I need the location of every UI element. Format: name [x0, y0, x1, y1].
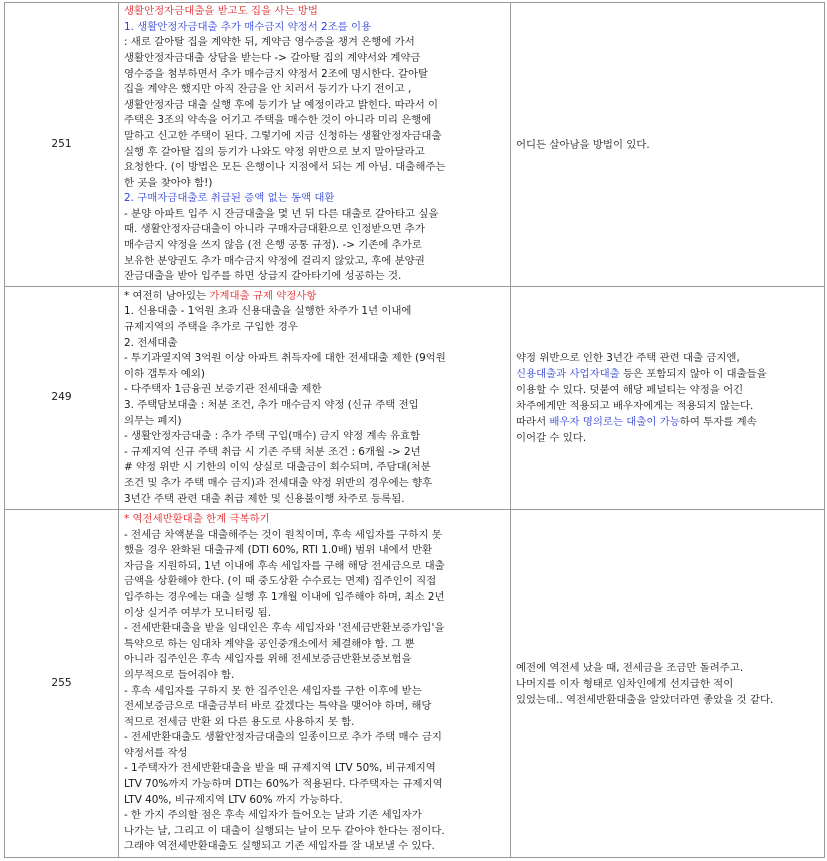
- table-row: [5, 3, 825, 287]
- text-run: 약정 위반으로 인한 3년간 주택 관련 대출 금지엔,: [516, 352, 740, 364]
- content-paragraph: [124, 512, 505, 528]
- red-highlight-text: 가계대출 규제 약정사항: [209, 289, 317, 302]
- content-paragraph: [124, 35, 505, 191]
- table-row: [5, 287, 825, 510]
- text-run: - 전세금 차액분을 대출해주는 것이 원칙이며, 후속 세입자를 구하지 못 했을 경우 완화된 대출규제 (DTI 60%, RTI 1.0배) 범위 내에서 반환 자금을 지원하되, 1년 이내에 후속 세입자를 구해 해당 전세금으로 대출 금액을 상환해야 한다. (이 때 중도상환 수수료는 면제) 집주인이 직접 입주하는 경우에는 대출 실행 후 1개월 이내에 입주해야 하며, 최소 2년 이상 실거주 여부가 모니터링 됨. - 전세반환대출을 받을 임대인은 후속 세입자와 '전세금반환보증가입'을 특약으로 하는 임대차 계약을 공인중개소에서 체결해야 함. 그 뿐 아니라 집주인은 후속 세입자를 위해 전세보증금반환보증보험을 의무적으로 들어줘야 함. - 후속 세입자를 구하지 못 한 집주인은 세입자를 구한 이후에 받는 전세보증금으로 대출금부터 바로 갚겠다는 특약을 맺어야 하며, 해당 적므로 전세금 반환 외 다른 용도로 사용하지 못 함. - 전세반환대출도 생활안정자금대출의 일종이므로 추가 주택 매수 금지 약정서를 작성 - 1주택자가 전세반환대출을 받을 때 규제지역 LTV 50%, 비규제지역 LTV 70%까지 가능하며 DTI는 60%가 적용된다. 다주택자는 규제지역 LTV 40%, 비규제지역 LTV 60% 까지 가능하다. - 한 가지 주의할 점은 후속 세입자가 들어오는 날과 기존 세입자가 나가는 날, 그리고 이 대출이 실행되는 날이 모두 같아야 한다는 점이다. 그래야 역전세반환대출도 실행되고 기존 세입자를 잘 내보낼 수 있다.: [124, 528, 445, 853]
- text-run: 예전에 역전세 났을 때, 전세금을 조금만 돌려주고. 나머지를 이자 형태로 임차인에게 선지급한 적이 있었는데.. 역전세반환대출을 알았더라면 좋았을 것 같다.: [516, 661, 774, 706]
- row-content: [119, 510, 511, 858]
- row-number: 249: [5, 287, 119, 510]
- content-paragraph: [124, 191, 505, 207]
- note-paragraph: [516, 660, 819, 708]
- row-note: [511, 3, 825, 287]
- blue-highlight-text: 2. 구매자금대출로 취급된 증액 없는 동액 대환: [124, 192, 335, 205]
- blue-highlight-text: 1. 생활안정자금대출 추가 매수금지 약정서 2조를 이용: [124, 20, 372, 33]
- row-note: [511, 287, 825, 510]
- content-paragraph: [124, 304, 505, 507]
- text-run: 어디든 살아남을 방법이 있다.: [516, 138, 650, 151]
- note-paragraph: [516, 137, 819, 153]
- table-row: [5, 510, 825, 858]
- row-number: 251: [5, 3, 119, 287]
- text-run: - 분양 아파트 입주 시 잔금대출을 몇 년 뒤 다른 대출로 갈아타고 싶을 때. 생활안정자금대출이 아니라 구매자금대환으로 인정받으면 추가 매수금지 약정을 쓰지 않음 (전 은행 공통 규정). -> 기존에 추가로 보유한 분양권도 추가 매수금지 약정에 걸리지 않았고, 후에 분양권 잔금대출을 받아 입주를 하면 상급지 갈아타기에 성공하는 것.: [124, 207, 439, 283]
- text-run: * 여전히 남아있는: [124, 289, 210, 302]
- row-number: 255: [5, 510, 119, 858]
- content-paragraph: [124, 528, 505, 855]
- blue-highlight-text: 신용대출과 사업자대출: [516, 368, 620, 380]
- text-run: 등은 포함되지 않아 이 대출들을 이용할 수 있다. 덧붙여 해당 페널티는 약정을 어긴 차주에게만 적용되고 배우자에게는 적용되지 않는다. 따라서: [516, 368, 767, 428]
- notes-table: [4, 2, 825, 858]
- text-run: 하여 투자를 계속 이어갈 수 있다.: [516, 416, 757, 444]
- row-content: [119, 287, 511, 510]
- row-note: [511, 510, 825, 858]
- content-paragraph: [124, 289, 505, 305]
- row-content: [119, 3, 511, 287]
- note-paragraph: [516, 350, 819, 446]
- text-run: : 새로 갈아탈 집을 계약한 뒤, 계약금 영수증을 챙겨 은행에 가서 생활안정자금대출 상담을 받는다 -> 갈아탈 집의 계약서와 계약금 영수증을 첨부하면서 추가 매수금지 약정서 2조에 명시한다. 갈아탈 집을 계약은 했지만 아직 잔금을 안 치러서 등기가 나기 전이고 , 생활안정자금 대출 실행 후에 등기가 날 예정이라고 밝힌다. 따라서 이 주택은 3조의 약속을 어기고 주택을 매수한 것이 아니라 미리 은행에 말하고 신고한 주택이 된다. 그렇기에 지금 신청하는 생활안정자금대출 실행 후 갈아탈 집의 등기가 나와도 약정 위반으로 보지 말아달라고 요청한다. (이 방법은 모든 은행이나 지점에서 되는 게 아님. 대출해주는 한 곳을 찾아야 함!): [124, 36, 446, 189]
- content-paragraph: [124, 207, 505, 285]
- content-paragraph: [124, 4, 505, 20]
- red-highlight-text: 생활안정자금대출을 받고도 집을 사는 방법: [124, 5, 318, 18]
- content-paragraph: [124, 20, 505, 36]
- blue-highlight-text: 배우자 명의로는 대출이 가능: [549, 416, 680, 428]
- text-run: 1. 신용대출 - 1억원 초과 신용대출을 실행한 차주가 1년 이내에 규제지역의 주택을 추가로 구입한 경우 2. 전세대출 - 투기과열지역 3억원 이상 아파트 취득자에 대한 전세대출 제한 (9억원 이하 갭투자 예외) - 다주택자 1금융권 보증기관 전세대출 제한 3. 주택담보대출 : 처분 조건, 추가 매수금지 약정 (신규 주택 전입 의무는 폐지) - 생활안정자금대출 : 추가 주택 구입(매수) 금지 약정 계속 유효함 - 규제지역 신규 주택 취급 시 기존 주택 처분 조건 : 6개월 -> 2년 # 약정 위반 시 기한의 이익 상실로 대출금이 회수되며, 주담대(처분 조건 및 추가 주택 매수 금지)과 전세대출 약정 위반의 경우에는 향후 3년간 주택 관련 대출 취급 제한 및 신용불이행 차주로 등록됨.: [124, 305, 446, 505]
- red-highlight-text: * 역전세반환대출 한계 극복하기: [124, 512, 270, 525]
